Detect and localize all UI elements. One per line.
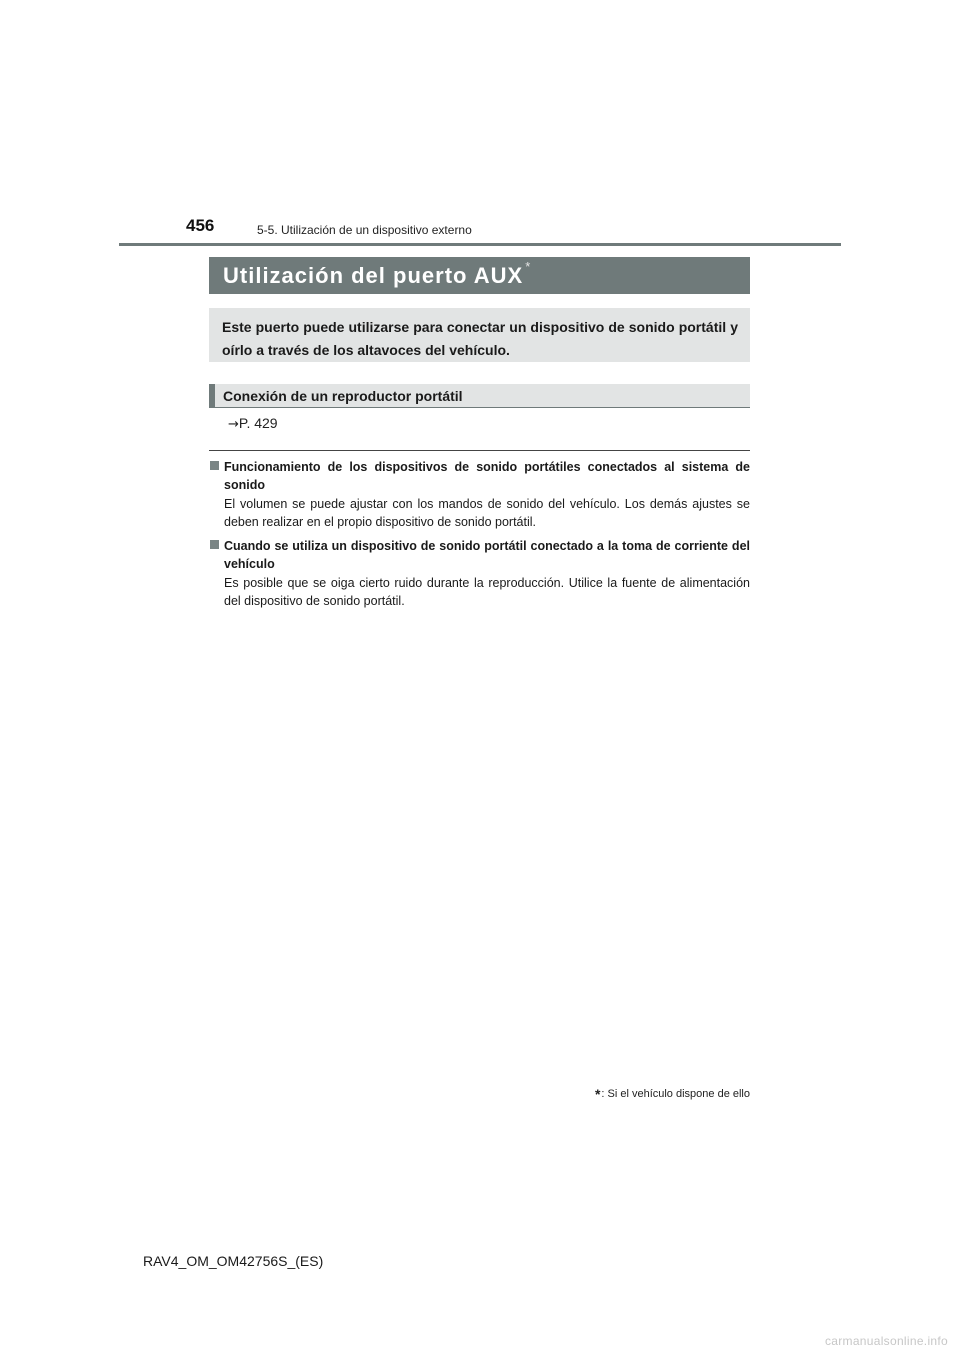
intro-box: [209, 308, 750, 362]
section-breadcrumb: 5-5. Utilización de un dispositivo externo: [257, 223, 472, 237]
section-divider: [209, 450, 750, 451]
page-reference-text: P. 429: [238, 415, 278, 431]
footnote-text: : Si el vehículo dispone de ello: [601, 1088, 750, 1100]
arrow-right-icon: →: [228, 417, 239, 432]
document-code: RAV4_OM_OM42756S_(ES): [143, 1253, 324, 1269]
asterisk-icon: *: [525, 259, 531, 274]
note-title: Cuando se utiliza un dispositivo de sonido portátil conectado a la toma de corriente del vehículo: [224, 539, 750, 571]
square-bullet-icon: [210, 461, 219, 470]
note-body: El volumen se puede ajustar con los mandos de sonido del vehículo. Los demás ajustes se deben realizar en el propio dispositivo de sonido portátil.: [224, 497, 750, 529]
page-reference-link[interactable]: [228, 415, 278, 432]
note-body: Es posible que se oiga cierto ruido durante la reproducción. Utilice la fuente de alimentación del dispositivo de sonido portátil.: [224, 576, 750, 608]
page-title-bar: [209, 257, 750, 294]
square-bullet-icon: [210, 540, 219, 549]
asterisk-icon: *: [594, 1086, 601, 1102]
note-block: [210, 458, 750, 531]
subsection-heading: Conexión de un reproductor portátil: [223, 387, 463, 404]
footnote: [595, 1086, 750, 1102]
note-title: Funcionamiento de los dispositivos de sonido portátiles conectados al sistema de sonido: [224, 460, 750, 492]
page-number: 456: [186, 216, 215, 235]
watermark: carmanualsonline.info: [824, 1334, 948, 1348]
header-divider: [119, 243, 841, 246]
page-title: Utilización del puerto AUX: [223, 262, 524, 288]
intro-text: Este puerto puede utilizarse para conectar un dispositivo de sonido portátil y oírlo a través de los altavoces del vehículo.: [222, 319, 738, 358]
note-block: [210, 537, 750, 610]
subsection-header: [209, 384, 750, 408]
